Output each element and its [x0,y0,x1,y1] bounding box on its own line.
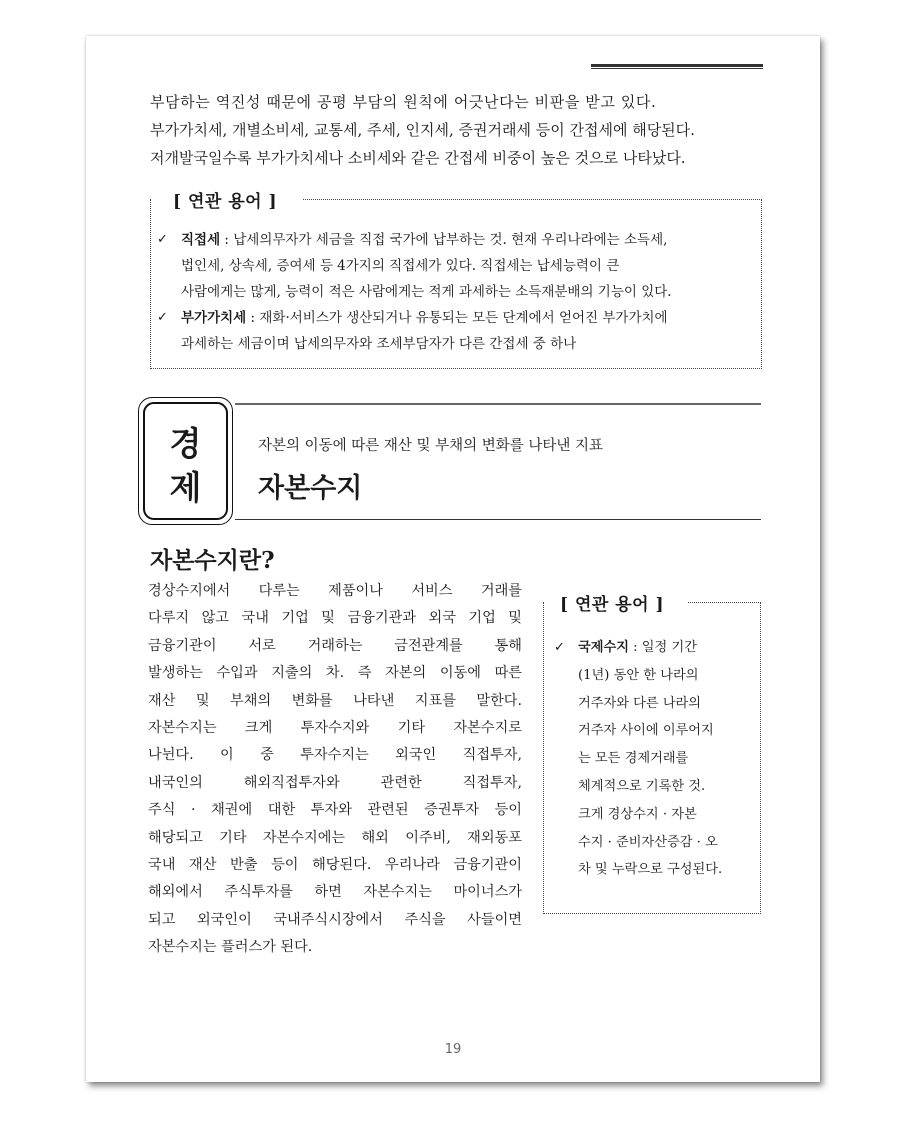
box-top-border [303,199,762,200]
related-terms-box [150,192,762,369]
term-balance-of-payments [554,634,758,884]
term-line: 직접세 : 납세의무자가 세금을 직접 국가에 납부하는 것. 현재 우리나라에는 소득세, [181,232,668,248]
related-terms-title: [ 연관 용어 ] [167,187,283,212]
term-line: 수지 · 준비자산증감 · 오 [578,834,718,850]
body-line: 국내 재산 반출 등이 해당된다. 우리나라 금융기관이 [148,857,522,874]
section-rule-bottom [235,519,761,520]
term-line: 법인세, 상속세, 증여세 등 4가지의 직접세가 있다. 직접세는 납세능력이 큰 [181,258,620,274]
body-line: 발생하는 수입과 지출의 차. 즉 자본의 이동에 따른 [148,665,522,682]
body-line: 자본수지는 플러스가 된다. [148,939,313,956]
badge-char: 경 [169,424,202,463]
box-top-border [688,602,761,603]
term-name: 부가가치세 [181,310,247,326]
term-line: 과세하는 세금이며 납세의무자와 조세부담자가 다른 간접세 중 하나 [181,336,577,352]
document-page [86,36,820,1082]
body-paragraph [148,578,522,962]
body-line: 주식 · 채권에 대한 투자와 관련된 증권투자 등이 [148,802,522,819]
category-badge [138,397,233,525]
body-line: 나뉜다. 이 중 투자수지는 외국인 직접투자, [148,747,522,764]
term-line: 차 및 누락으로 구성된다. [578,862,723,878]
term-line: 크게 경상수지 · 자본 [578,806,697,822]
term-line: 는 모든 경제거래를 [578,751,689,767]
section-rule-top [235,403,761,405]
related-terms-sidebar-box [543,595,761,914]
term-line: 거주자 사이에 이루어지 [578,723,714,739]
subsection-heading: 자본수지란? [150,547,275,574]
term-vat [157,305,756,357]
body-line: 경상수지에서 다루는 제품이나 서비스 거래를 [148,583,522,599]
page-number: 19 [444,1042,462,1057]
check-icon: ✓ [554,640,565,655]
check-icon: ✓ [157,310,168,325]
term-line: 국제수지 : 일정 기간 [578,640,697,655]
term-line: 거주자와 다른 나라의 [578,695,702,711]
body-line: 자본수지는 크게 투자수지와 기타 자본수지로 [148,720,522,737]
section-subtitle: 자본의 이동에 따른 재산 및 부채의 변화를 나타낸 지표 [258,438,604,454]
term-line: 사람에게는 많게, 능력이 적은 사람에게는 적게 과세하는 소득재분배의 기능이 있다. [181,284,672,300]
section-title: 자본수지 [258,473,363,504]
term-name: 직접세 [181,232,221,248]
check-icon: ✓ [157,232,168,247]
badge-char: 제 [169,468,202,507]
intro-line: 부담하는 역진성 때문에 공평 부담의 원칙에 어긋난다는 비판을 받고 있다. [150,93,657,111]
body-line: 내국인의 해외직접투자와 관련한 직접투자, [148,774,522,791]
intro-paragraph [150,88,762,172]
body-line: 재산 및 부채의 변화를 나타낸 지표를 말한다. [148,692,522,709]
term-name: 국제수지 [578,640,629,655]
intro-line: 부가가치세, 개별소비세, 교통세, 주세, 인지세, 증권거래세 등이 간접세에 해당된다. [150,121,695,139]
term-line: 체계적으로 기록한 것. [578,778,706,794]
body-line: 다루지 않고 국내 기업 및 금융기관과 외국 기업 및 [148,610,522,627]
intro-line: 저개발국일수록 부가가치세나 소비세와 같은 간접세 비중이 높은 것으로 나타났다. [150,149,686,167]
header-double-rule [591,64,763,69]
related-terms-title: [ 연관 용어 ] [554,590,670,615]
term-line: 부가가치세 : 재화·서비스가 생산되거나 유통되는 모든 단계에서 얻어진 부가가치에 [181,310,668,326]
body-line: 해외에서 주식투자를 하면 자본수지는 마이너스가 [148,884,522,901]
term-direct-tax [157,227,756,305]
body-line: 되고 외국인이 국내주식시장에서 주식을 사들이면 [148,911,522,928]
body-line: 금융기관이 서로 거래하는 금전관계를 통해 [148,637,522,654]
term-line: (1년) 동안 한 나라의 [578,667,699,683]
body-line: 해당되고 기타 자본수지에는 해외 이주비, 재외동포 [148,829,522,846]
